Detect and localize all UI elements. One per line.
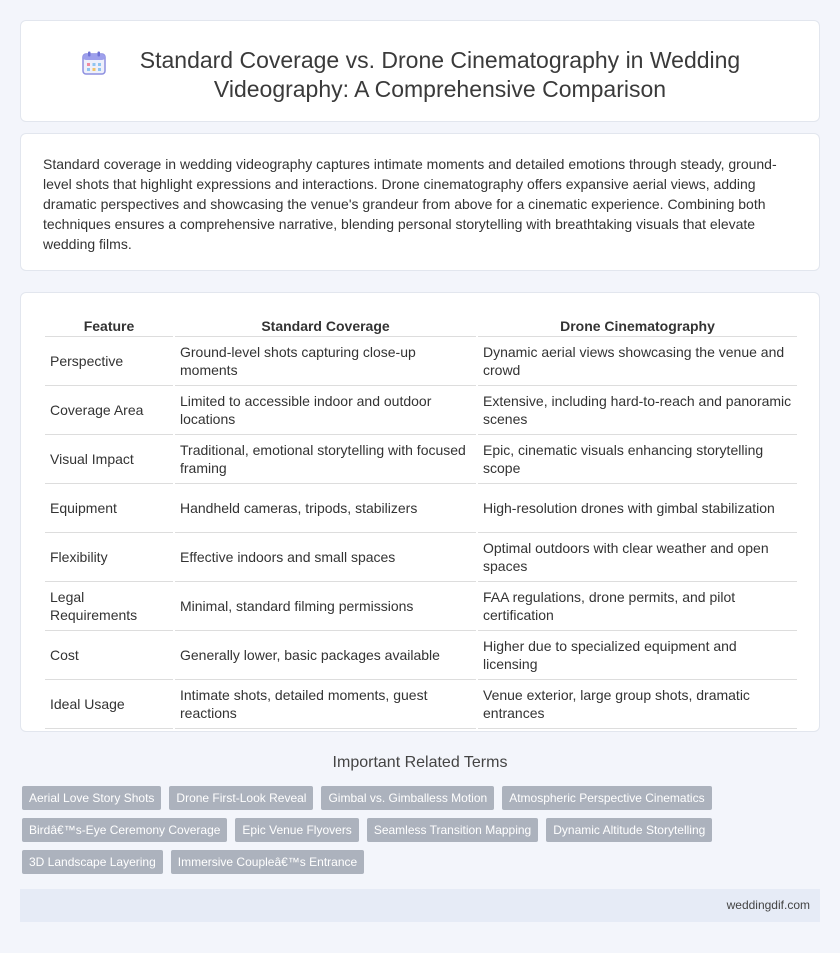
drone-cell: Higher due to specialized equipment and licensing xyxy=(478,631,797,680)
related-tag[interactable]: Immersive Coupleâ€™s Entrance xyxy=(171,850,364,874)
calendar-icon xyxy=(81,50,107,76)
table-row xyxy=(45,435,797,484)
standard-cell: Intimate shots, detailed moments, guest reactions xyxy=(175,680,476,729)
standard-cell: Limited to accessible indoor and outdoor locations xyxy=(175,386,476,435)
drone-cell: Epic, cinematic visuals enhancing storytelling scope xyxy=(478,435,797,484)
feature-cell: Equipment xyxy=(45,484,173,533)
drone-cell: High-resolution drones with gimbal stabilization xyxy=(478,484,797,533)
standard-cell: Generally lower, basic packages available xyxy=(175,631,476,680)
table-row xyxy=(45,484,797,533)
table-row xyxy=(45,337,797,386)
standard-cell: Traditional, emotional storytelling with focused framing xyxy=(175,435,476,484)
related-terms-title: Important Related Terms xyxy=(332,754,508,771)
table-row xyxy=(45,680,797,729)
standard-cell: Ground-level shots capturing close-up moments xyxy=(175,337,476,386)
intro-paragraph: Standard coverage in wedding videography captures intimate moments and detailed emotions through steady, ground-level shots that highlight expressions and interactions. Drone cinematography offers expansive aerial views, adding dramatic perspectives and showcasing the venue's grandeur from above for a cinematic experience. Combining both techniques ensures a comprehensive narrative, blending personal storytelling with breathtaking visuals that elevate wedding films. xyxy=(43,156,777,252)
comparison-table xyxy=(43,313,799,729)
header-feature: Feature xyxy=(45,313,173,337)
related-tag[interactable]: Aerial Love Story Shots xyxy=(22,786,161,810)
page-title: Standard Coverage vs. Drone Cinematography in Wedding Videography: A Comprehensive Comparison xyxy=(139,47,741,102)
footer-site-link[interactable]: weddingdif.com xyxy=(726,898,810,912)
header-drone-cinematography: Drone Cinematography xyxy=(478,313,797,337)
related-tag[interactable]: Dynamic Altitude Storytelling xyxy=(546,818,712,842)
related-tag[interactable]: 3D Landscape Layering xyxy=(22,850,163,874)
standard-cell: Minimal, standard filming permissions xyxy=(175,582,476,631)
table-row xyxy=(45,533,797,582)
drone-cell: Dynamic aerial views showcasing the venue and crowd xyxy=(478,337,797,386)
feature-cell: Cost xyxy=(45,631,173,680)
feature-cell: Coverage Area xyxy=(45,386,173,435)
feature-cell: Ideal Usage xyxy=(45,680,173,729)
related-tag[interactable]: Seamless Transition Mapping xyxy=(367,818,538,842)
standard-cell: Effective indoors and small spaces xyxy=(175,533,476,582)
title-card xyxy=(20,20,820,122)
related-tag[interactable]: Gimbal vs. Gimballess Motion xyxy=(321,786,494,810)
related-tag[interactable]: Drone First-Look Reveal xyxy=(169,786,313,810)
feature-cell: Flexibility xyxy=(45,533,173,582)
comparison-card xyxy=(20,292,820,732)
feature-cell: Visual Impact xyxy=(45,435,173,484)
related-tag[interactable]: Epic Venue Flyovers xyxy=(235,818,358,842)
drone-cell: FAA regulations, drone permits, and pilot certification xyxy=(478,582,797,631)
table-header-row xyxy=(45,313,797,337)
footer xyxy=(20,889,820,922)
feature-cell: Perspective xyxy=(45,337,173,386)
related-tag[interactable]: Birdâ€™s-Eye Ceremony Coverage xyxy=(22,818,227,842)
header-standard-coverage: Standard Coverage xyxy=(175,313,476,337)
related-tags xyxy=(22,786,822,874)
standard-cell: Handheld cameras, tripods, stabilizers xyxy=(175,484,476,533)
drone-cell: Venue exterior, large group shots, dramatic entrances xyxy=(478,680,797,729)
table-row xyxy=(45,631,797,680)
intro-card xyxy=(20,133,820,271)
table-row xyxy=(45,386,797,435)
table-row xyxy=(45,582,797,631)
drone-cell: Optimal outdoors with clear weather and open spaces xyxy=(478,533,797,582)
related-tag[interactable]: Atmospheric Perspective Cinematics xyxy=(502,786,711,810)
feature-cell: Legal Requirements xyxy=(45,582,173,631)
drone-cell: Extensive, including hard-to-reach and panoramic scenes xyxy=(478,386,797,435)
